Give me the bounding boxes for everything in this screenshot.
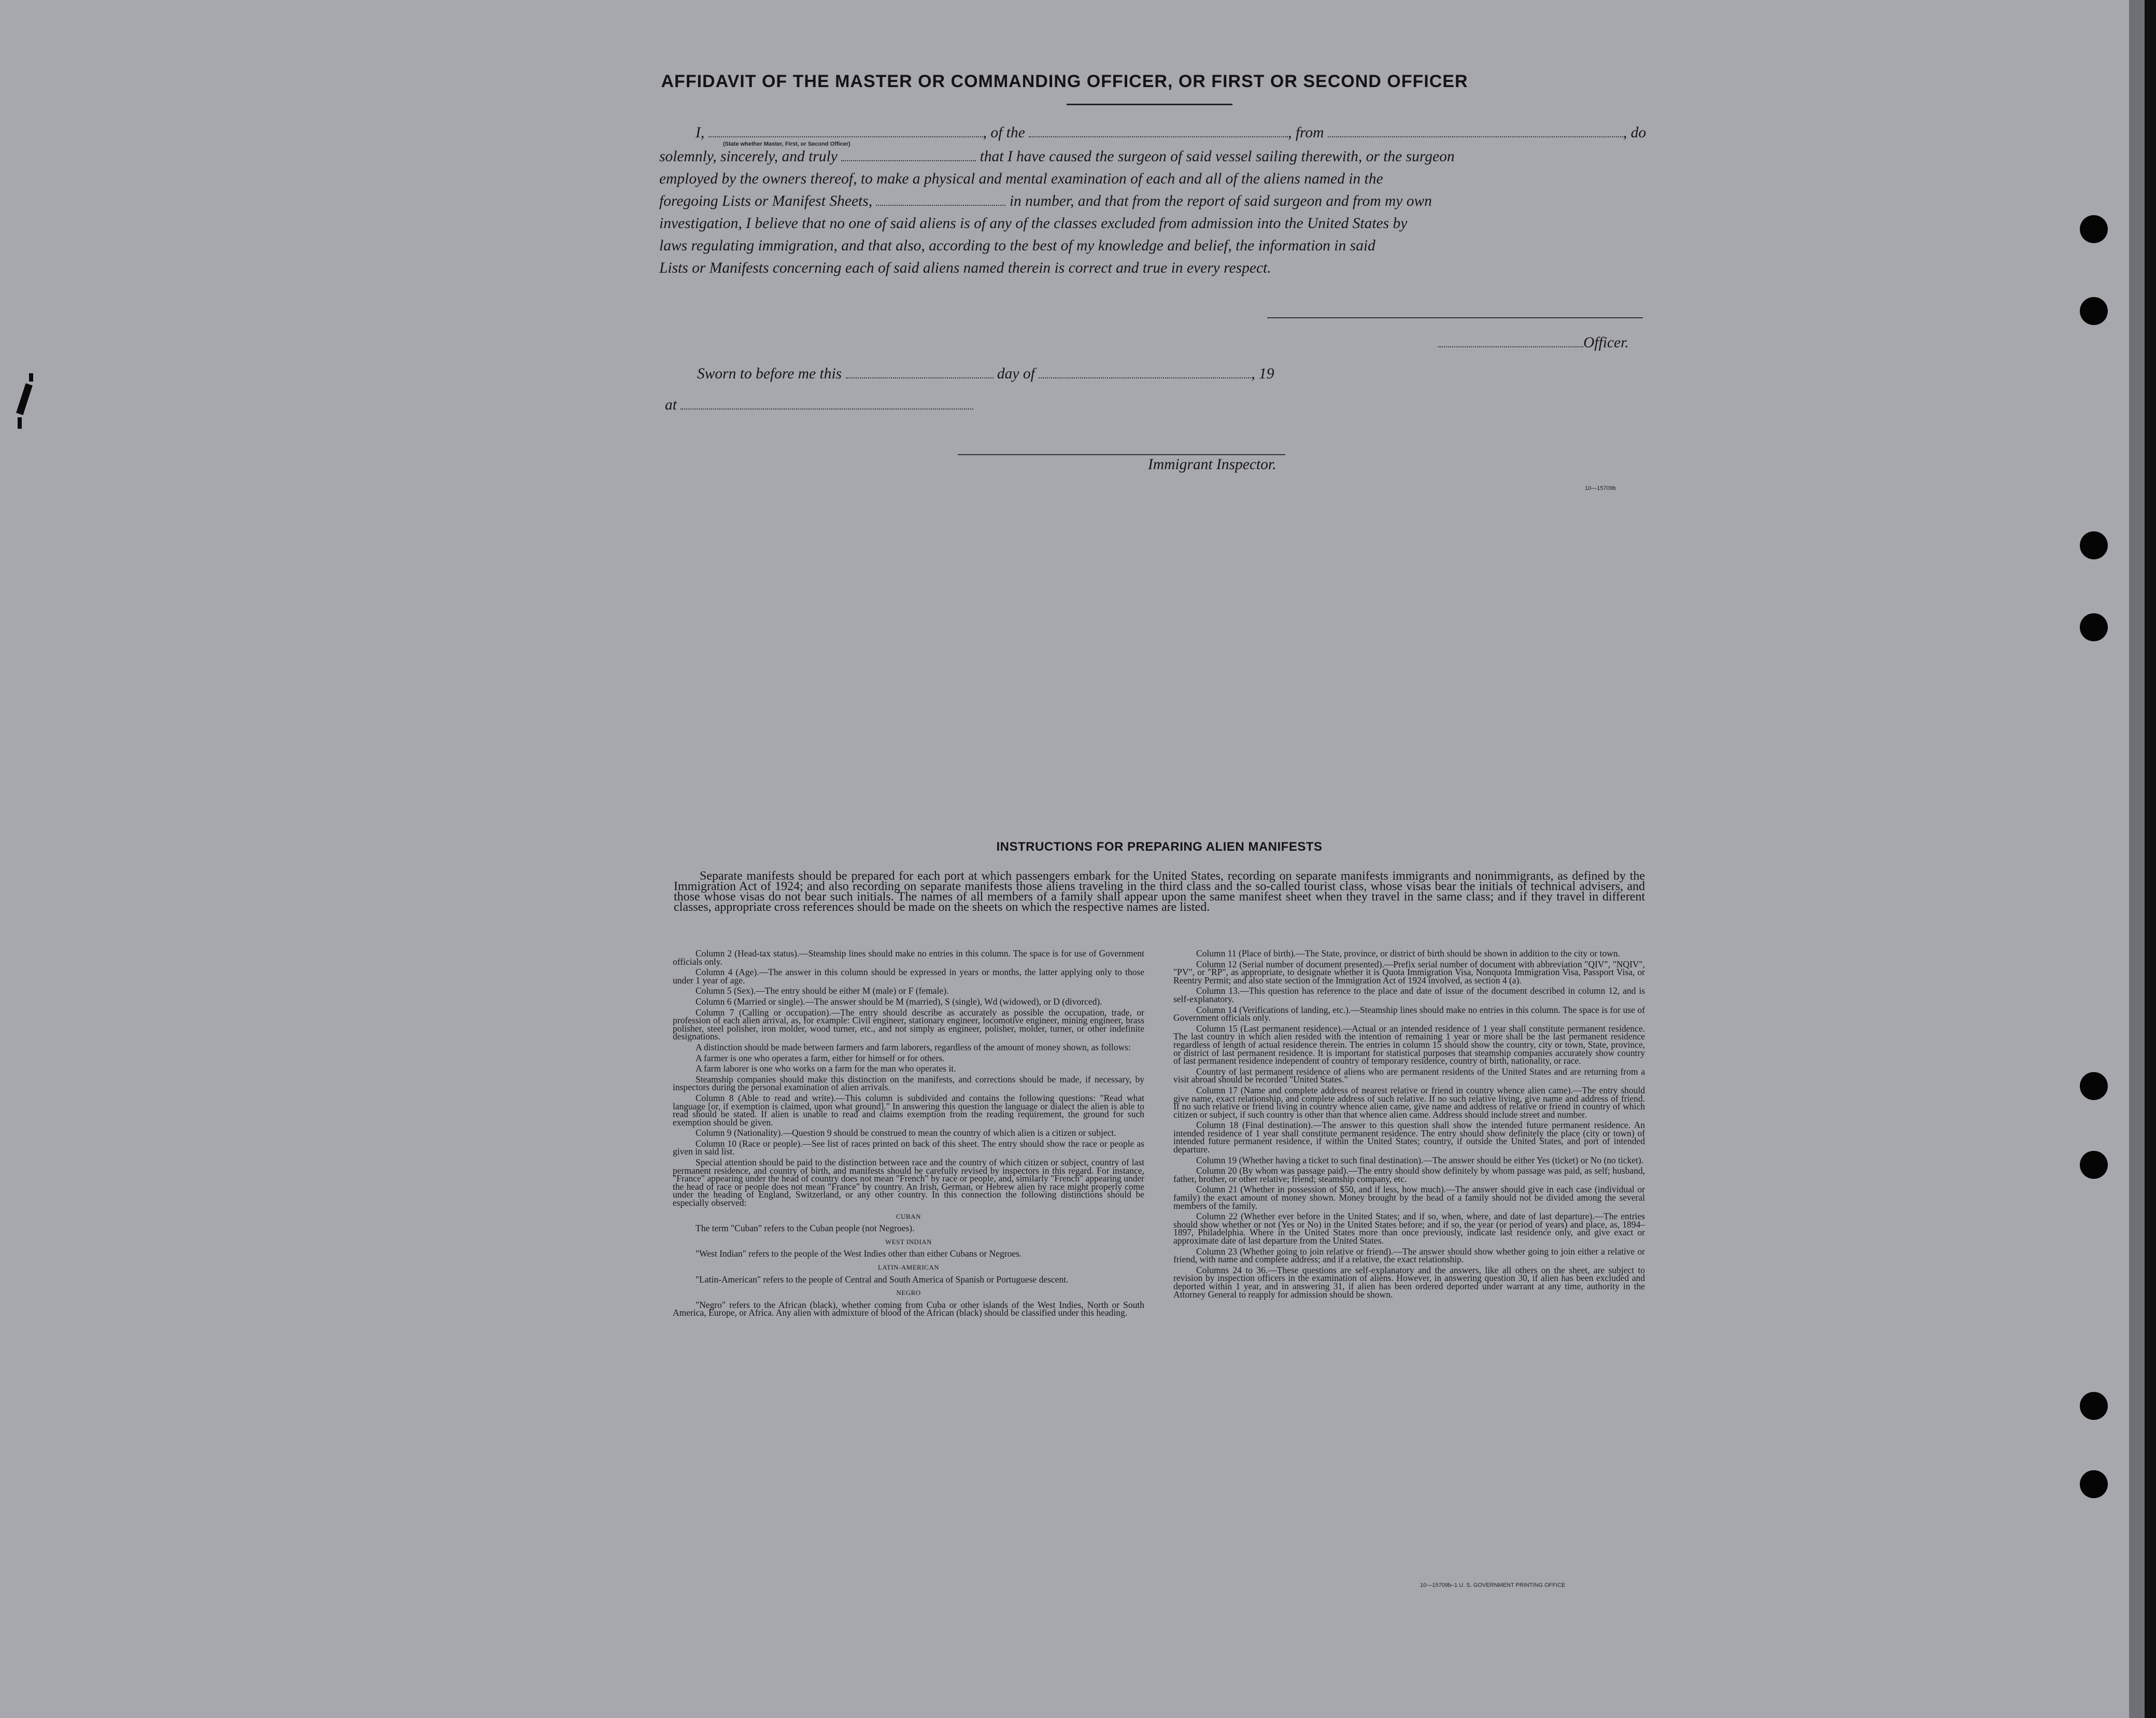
instruction-paragraph: Column 21 (Whether in possession of $50, and if less, how much).—The answer should give in each case (individual or family) the exact amount of money shown. Money brought by the head of a family should not be divided among the several members of the family. xyxy=(1173,1184,1645,1211)
word-do: , do xyxy=(1623,124,1647,141)
scan-edge xyxy=(2129,0,2145,1718)
title-underline xyxy=(1067,104,1232,105)
binder-hole xyxy=(2080,1151,2108,1179)
officer-rank-blank[interactable] xyxy=(708,136,983,137)
instruction-paragraph: "Latin-American" refers to the people of Central and South America of Spanish or Portuguese descent. xyxy=(696,1274,1069,1285)
heading-latin-american: LATIN-AMERICAN xyxy=(877,1263,940,1271)
binder-hole xyxy=(2080,1072,2108,1100)
swear-blank[interactable] xyxy=(841,160,976,161)
instruction-paragraph: Column 8 (Able to read and write).—This column is subdivided and contains the following questions: "Read what language [or, if exemption is claimed, upon what ground]." In answering this question the language or dialect the alien is able to read should be stated. If alien is unable to read and claims exemption from the reading requirement, the ground for such exemption should be given. xyxy=(673,1092,1144,1128)
ink-speck xyxy=(29,373,33,382)
affidavit-line-4: foregoing Lists or Manifest Sheets, in number, and that from the report of said surgeon and from my own xyxy=(659,193,1432,209)
at-line: at xyxy=(665,397,1650,414)
officer-line xyxy=(1438,334,1646,351)
affidavit-line-5: investigation, I believe that no one of said aliens is of any of the classes excluded from admission into the United States by xyxy=(659,215,1408,232)
instruction-paragraph: Column 13.—This question has reference to the place and date of issue of the document described in column 12, and is self-explanatory. xyxy=(1173,985,1645,1004)
instruction-paragraph: Column 4 (Age).—The answer in this column should be expressed in years or months, the latter applying only to those under 1 year of age. xyxy=(673,967,1144,985)
instruction-paragraph: "West Indian" refers to the people of the West Indies other than either Cubans or Negroes. xyxy=(696,1248,1022,1259)
instruction-paragraph: Special attention should be paid to the distinction between race and the country of which citizen or subject, country of last permanent residence, and country of birth, and manifests should be carefully revised by inspectors in this regard. For instance, "France" appearing under the head of country does not mean "French" by race or people, and, similarly "French" appearing under the head of race or people does not mean "France" by country. An Irish, German, or Hebrew alien by race might properly come under the heading of England, Switzerland, or any other country. In this connection the following distinctions should be especially observed: xyxy=(673,1157,1144,1208)
binder-hole xyxy=(2080,297,2108,325)
heading-west-indian: WEST INDIAN xyxy=(885,1237,932,1246)
affidavit-line-1 xyxy=(659,124,1647,142)
sworn-line: Sworn to before me this day of , 19 xyxy=(697,365,1274,382)
instruction-paragraph: Column 18 (Final destination).—The answer to this question shall show the intended future permanent residence. An intended residence of 1 year shall constitute permanent residence. The entry should show definitely the place (city or town) of intended future permanent residence, if within the United States; country, if outside the United States, and port of intended departure. xyxy=(1173,1120,1645,1155)
instruction-paragraph: Column 9 (Nationality).—Question 9 should be construed to mean the country of which alien is a citizen or subject. xyxy=(696,1128,1116,1138)
instruction-paragraph: "Negro" refers to the African (black), whether coming from Cuba or other islands of the West Indies, North or South America, Europe, or Africa. Any alien with admixture of blood of the African (black) should be classified under this heading. xyxy=(673,1299,1144,1318)
instruction-paragraph: A distinction should be made between farmers and farm laborers, regardless of the amount of money shown, as follows: xyxy=(696,1041,1131,1052)
ink-speck xyxy=(18,417,22,429)
inspector-label: Immigrant Inspector. xyxy=(1148,456,1276,473)
instruction-paragraph: Columns 24 to 36.—These questions are self-explanatory and the answers, like all others on the sheet, are subject to revision by inspection officers in the examination of aliens. However, in answering question 30, if alien has been excluded and deported within 1 year, and in answering 31, if alien has been ordered deported under warrant at any time, authority in the Attorney General to reapply for admission should be shown. xyxy=(1173,1264,1645,1300)
word-from: , from xyxy=(1288,124,1324,141)
sheet-count-blank[interactable] xyxy=(876,204,1005,206)
binder-hole xyxy=(2080,215,2108,243)
instructions-intro: Separate manifests should be prepared for each port at which passengers embark for the United States, recording on separate manifests immigrants and nonimmigrants, as defined by the Immigration Act of 1924; and also recording on separate manifests those aliens traveling in the third class and the so-called tourist class, whose visas bear the initials of technical advisers, and those whose visas do not bear such initials. The names of all members of a family shall appear upon the same manifest sheet when they travel in the same class; and if they travel in different classes, appropriate cross references should be made on the sheets on which the respective names are listed. xyxy=(674,869,1645,914)
instruction-paragraph: Column 23 (Whether going to join relative or friend).—The answer should show whether going to join either a relative or friend, with name and complete address; and if a relative, the exact relationship. xyxy=(1173,1246,1645,1265)
affidavit-line-3: employed by the owners thereof, to make a physical and mental examination of each and all of the aliens named in the xyxy=(659,171,1383,187)
instructions-right-column xyxy=(1173,950,1645,1301)
instruction-paragraph: Country of last permanent residence of aliens who are permanent residents of the United States and are returning from a visit abroad should be recorded "United States." xyxy=(1173,1066,1645,1085)
instructions-left-column xyxy=(673,950,1144,1320)
instruction-paragraph: Column 20 (By whom was passage paid).—The entry should show definitely by whom passage was paid, as self; husband, father, brother, or other relative; friend; steamship company, etc. xyxy=(1173,1165,1645,1184)
instruction-paragraph: Column 7 (Calling or occupation).—The entry should describe as accurately as possible the occupation, trade, or profession of each alien arrival, as, for example: Civil engineer, stationary engineer, locomotive engineer, mining engineer, brass polisher, steel polisher, iron molder, wood turner, etc., and not simply as engineer, polisher, molder, turner, or other indefinite designations. xyxy=(673,1007,1144,1042)
instruction-paragraph: Column 19 (Whether having a ticket to such final destination).—The answer should be either Yes (ticket) or No (no ticket). xyxy=(1196,1154,1644,1165)
port-blank[interactable] xyxy=(1328,136,1623,137)
affidavit-line-7: Lists or Manifests concerning each of said aliens named therein is correct and true in every respect. xyxy=(659,260,1271,276)
officer-signature-line xyxy=(1267,317,1643,318)
binder-hole xyxy=(2080,531,2108,559)
instruction-paragraph: Column 15 (Last permanent residence).—Actual or an intended residence of 1 year shall constitute permanent residence. The last country in which alien resided with the intention of remaining 1 year or more shall be the last permanent residence regardless of length of actual residence therein. The entries in column 15 should show the country, city or town, State, province, or district of last permanent residence. It is important for statistical purposes that steamship companies accurately show country of last permanent residence independent of country of temporary residence, country of birth, nationality, or race. xyxy=(1173,1023,1645,1066)
sworn-place-blank[interactable] xyxy=(680,408,973,410)
instructions-title: INSTRUCTIONS FOR PREPARING ALIEN MANIFESTS xyxy=(996,840,1323,854)
instruction-paragraph: Column 14 (Verifications of landing, etc.).—Steamship lines should make no entries in this column. The space is for use of Government officials only. xyxy=(1173,1004,1645,1023)
instruction-paragraph: Column 17 (Name and complete address of nearest relative or friend in country whence alien came).—The entry should give name, exact relationship, and complete address of such relative. If no such relative living, give name and address of friend. If no such relative or friend living in country whence alien came, give name and address of relative or friend in country of which citizen or subject, if such country is other than that whence alien came. Address should include street and number. xyxy=(1173,1085,1645,1120)
vessel-name-blank[interactable] xyxy=(1029,136,1288,137)
sworn-day-blank[interactable] xyxy=(846,377,994,378)
instruction-paragraph: Column 10 (Race or people).—See list of races printed on back of this sheet. The entry should show the race or people as given in said list. xyxy=(673,1138,1144,1157)
inspector-signature-line xyxy=(958,454,1285,455)
affidavit-title: AFFIDAVIT OF THE MASTER OR COMMANDING OFFICER, OR FIRST OR SECOND OFFICER xyxy=(661,72,1468,91)
instruction-paragraph: Column 6 (Married or single).—The answer should be M (married), S (single), Wd (widowed), or D (divorced). xyxy=(696,996,1102,1007)
printing-office-footer: 10—15709b–1 U. S. GOVERNMENT PRINTING OFFICE xyxy=(1420,1582,1566,1588)
binder-hole xyxy=(2080,1392,2108,1420)
ink-speck xyxy=(16,383,33,415)
instruction-paragraph: Column 22 (Whether ever before in the United States; and if so, when, where, and date of last departure).—The entries should show whether or not (Yes or No) in the United States before; and if so, the year (or period of years) and place, as, 1894–1897, Philadelphia. Where in the United States more than once previously, indicate last residence only, and give exact or approximate date of last departure from the United States. xyxy=(1173,1211,1645,1246)
form-number: 10—15709b xyxy=(1585,485,1616,491)
binder-hole xyxy=(2080,1470,2108,1498)
instruction-paragraph: Steamship companies should make this distinction on the manifests, and corrections should be made, if necessary, by inspectors during the personal examination of alien arrivals. xyxy=(673,1074,1144,1093)
officer-label: Officer. xyxy=(1583,334,1629,351)
affidavit-line-6: laws regulating immigration, and that also, according to the best of my knowledge and belief, the information in said xyxy=(659,237,1375,254)
instruction-paragraph: A farmer is one who operates a farm, either for himself or for others. xyxy=(696,1052,945,1063)
officer-name-blank[interactable] xyxy=(1438,346,1583,347)
instruction-paragraph: Column 11 (Place of birth).—The State, province, or district of birth should be shown in addition to the city or town. xyxy=(1196,948,1620,959)
instruction-paragraph: Column 12 (Serial number of document presented).—Prefix serial number of document with abbreviation "QIV", "NQIV", "PV", or "RP", as appropriate, to designate whether it is Quota Immigration Visa, Nonquota Immigration Visa, Passport Visa, or Reentry Permit; and also state section of the Immigration Act of 1924 involved, as section 4 (a). xyxy=(1173,959,1645,985)
word-of-the: , of the xyxy=(983,124,1025,141)
instruction-paragraph: Column 5 (Sex).—The entry should be either M (male) or F (female). xyxy=(696,985,949,996)
heading-negro: NEGRO xyxy=(896,1289,921,1297)
affidavit-line-2: solemnly, sincerely, and truly that I have caused the surgeon of said vessel sailing therewith, or the surgeon xyxy=(659,148,1455,165)
instruction-paragraph: Column 2 (Head-tax status).—Steamship lines should make no entries in this column. The space is for use of Government officials only. xyxy=(673,948,1144,967)
sworn-month-blank[interactable] xyxy=(1039,377,1251,378)
binder-hole xyxy=(2080,613,2108,641)
instruction-paragraph: The term "Cuban" refers to the Cuban people (not Negroes). xyxy=(696,1223,915,1234)
word-i: I, xyxy=(696,124,705,141)
heading-cuban: CUBAN xyxy=(896,1212,921,1220)
instruction-paragraph: A farm laborer is one who works on a farm for the man who operates it. xyxy=(696,1063,956,1074)
rank-note: (State whether Master, First, or Second Officer) xyxy=(723,141,850,147)
